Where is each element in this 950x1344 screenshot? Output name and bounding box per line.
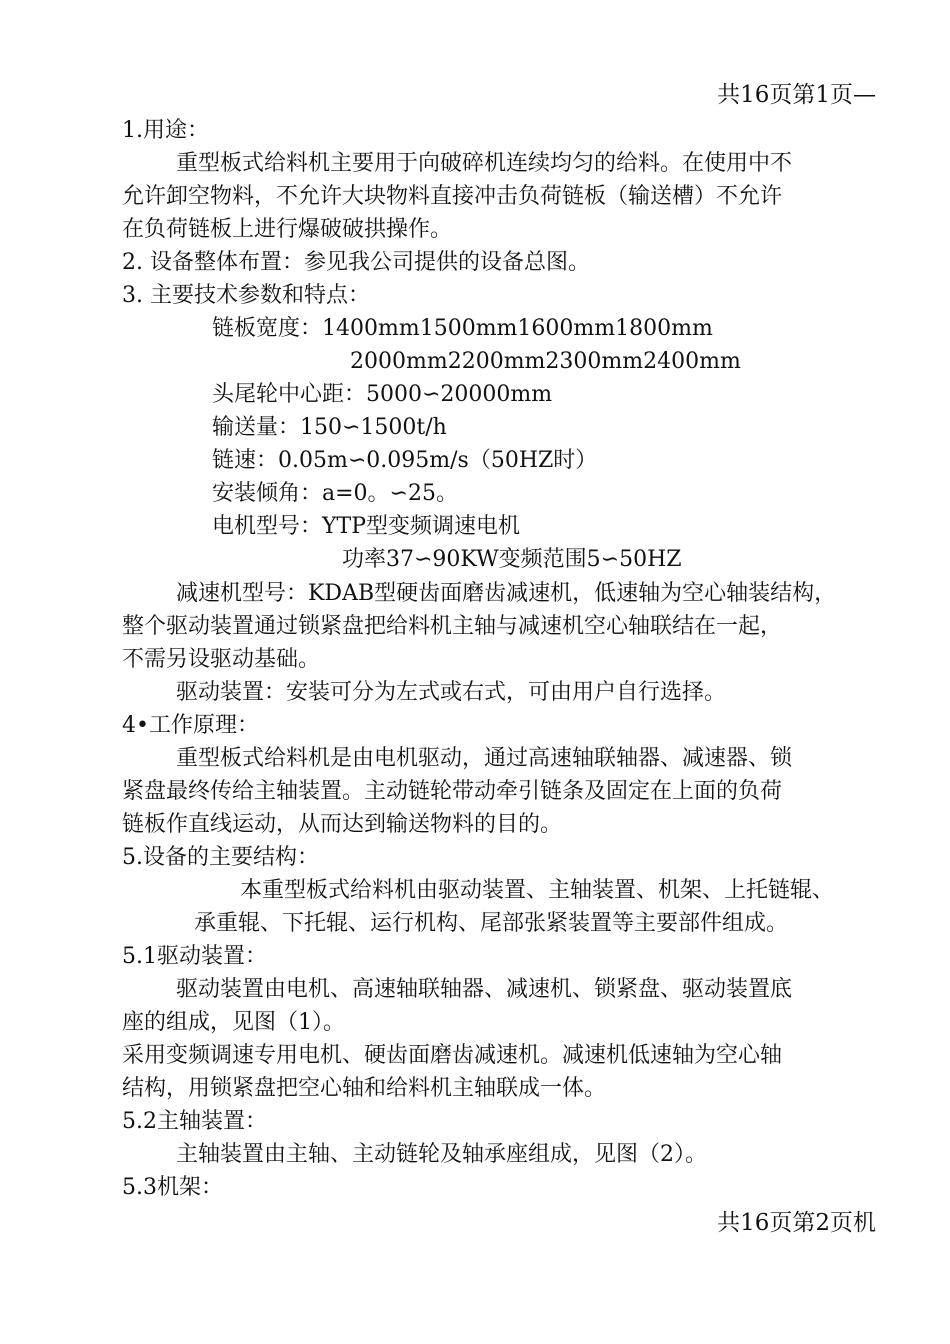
header-page-label: 共16页第1页— xyxy=(717,82,876,108)
spec-motor-model: 电机型号：YTP型变频调速电机 xyxy=(212,514,521,539)
spec-wheel-distance: 头尾轮中心距：5000∽20000mm xyxy=(212,382,553,407)
section-main-shaft-heading: 5.2主轴装置： xyxy=(122,1109,267,1134)
spec-chain-width-2: 2000mm2200mm2300mm2400mm xyxy=(350,349,741,374)
principle-line-3: 链板作直线运动，从而达到输送物料的目的。 xyxy=(122,812,563,837)
section-layout-heading: 2. 设备整体布置：参见我公司提供的设备总图。 xyxy=(122,250,590,275)
drive-unit-line-4: 结构，用锁紧盘把空心轴和给料机主轴联成一体。 xyxy=(122,1076,607,1101)
spec-reducer-line-1: 减速机型号：KDAB型硬齿面磨齿减速机，低速轴为空心轴装结构， xyxy=(176,581,837,606)
spec-capacity: 输送量：150∽1500t/h xyxy=(212,415,447,440)
section-drive-unit-heading: 5.1驱动装置： xyxy=(122,944,267,969)
structure-line-2: 承重辊、下托辊、运行机构、尾部张紧装置等主要部件组成。 xyxy=(194,911,789,936)
section-principle-heading: 4•工作原理： xyxy=(122,713,259,738)
usage-line-2: 允许卸空物料，不允许大块物料直接冲击负荷链板（输送槽）不允许 xyxy=(122,184,783,209)
usage-line-3: 在负荷链板上进行爆破破拱操作。 xyxy=(122,217,453,242)
spec-reducer-line-2: 整个驱动装置通过锁紧盘把给料机主轴与减速机空心轴联结在一起， xyxy=(122,614,783,639)
spec-chain-width-1: 链板宽度：1400mm1500mm1600mm1800mm xyxy=(212,316,713,341)
principle-line-1: 重型板式给料机是由电机驱动，通过高速轴联轴器、减速器、锁 xyxy=(176,746,793,771)
usage-line-1: 重型板式给料机主要用于向破碎机连续均匀的给料。在使用中不 xyxy=(176,151,793,176)
section-frame-heading: 5.3机架： xyxy=(122,1175,223,1200)
section-usage-heading: 1.用途： xyxy=(122,118,209,143)
spec-chain-speed: 链速：0.05m∽0.095m/s（50HZ时） xyxy=(212,448,598,473)
drive-unit-line-2: 座的组成，见图（1）。 xyxy=(122,1010,345,1035)
spec-install-angle: 安装倾角：a=0。∽25。 xyxy=(212,481,458,506)
footer-page-label: 共16页第2页机 xyxy=(717,1210,876,1236)
spec-reducer-line-3: 不需另设驱动基础。 xyxy=(122,647,321,672)
spec-drive: 驱动装置：安装可分为左式或右式，可由用户自行选择。 xyxy=(176,680,727,705)
principle-line-2: 紧盘最终传给主轴装置。主动链轮带动牵引链条及固定在上面的负荷 xyxy=(122,779,783,804)
drive-unit-line-1: 驱动装置由电机、高速轴联轴器、减速机、锁紧盘、驱动装置底 xyxy=(176,977,793,1002)
section-specs-heading: 3. 主要技术参数和特点： xyxy=(122,283,370,308)
spec-motor-power: 功率37∽90KW变频范围5∽50HZ xyxy=(342,547,682,572)
section-structure-heading: 5.设备的主要结构： xyxy=(122,845,319,870)
drive-unit-line-3: 采用变频调速专用电机、硬齿面磨齿减速机。减速机低速轴为空心轴 xyxy=(122,1043,783,1068)
main-shaft-line-1: 主轴装置由主轴、主动链轮及轴承座组成，见图（2）。 xyxy=(176,1142,707,1167)
structure-line-1: 本重型板式给料机由驱动装置、主轴装置、机架、上托链辊、 xyxy=(240,878,835,903)
